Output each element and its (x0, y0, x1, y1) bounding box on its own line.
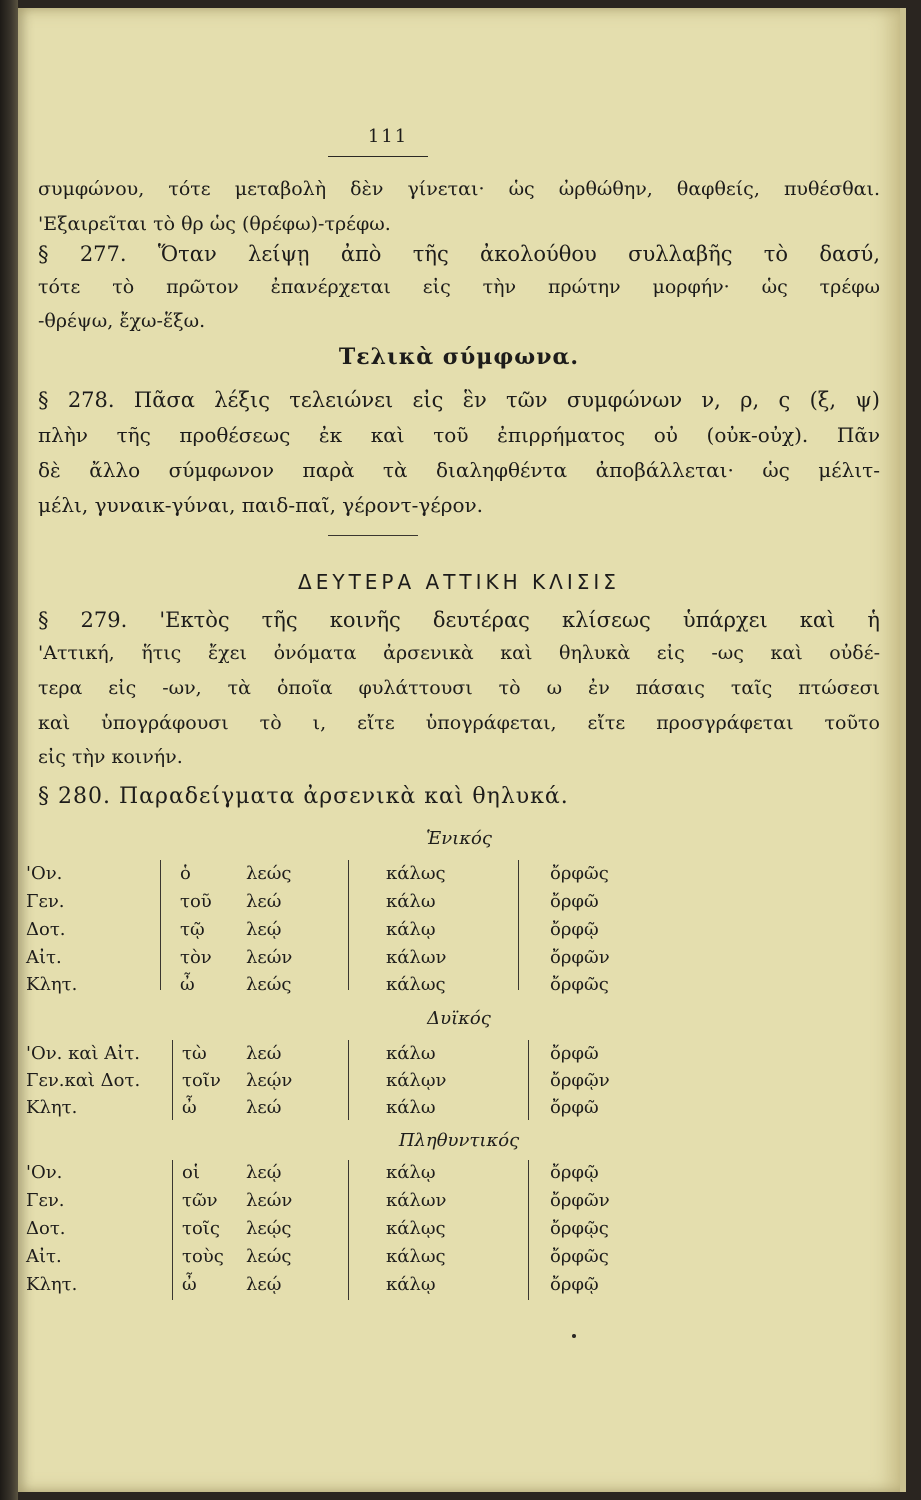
adjective-form: κάλως (386, 1246, 446, 1267)
section-279-line: εἰς τὴν κοινήν. (38, 746, 183, 768)
page-number: 111 (367, 126, 409, 147)
table-title-dual: Δυϊκός (427, 1008, 491, 1029)
case-label: 'Ον. καὶ Αἰτ. (26, 1043, 141, 1064)
adjective-form: κάλῳ (386, 1162, 436, 1183)
adjective-form-2: ὄρφῷ (550, 1274, 599, 1295)
case-label: Αἰτ. (26, 947, 62, 968)
case-label: Κλητ. (26, 1274, 78, 1295)
ink-speck (572, 1334, 576, 1338)
book-page (18, 8, 906, 1492)
adjective-form: κάλω (386, 891, 436, 912)
table-row (18, 863, 900, 891)
adjective-form-2: ὄρφῶν (550, 947, 610, 968)
article: τοῦ (180, 891, 212, 912)
adjective-form-2: ὄρφῶ (550, 891, 599, 912)
article: τῶν (182, 1190, 218, 1211)
adjective-form: κάλων (386, 1190, 447, 1211)
adjective-form: κάλω (386, 1043, 436, 1064)
noun-form: λεῴν (246, 1070, 293, 1091)
article: τὼ (182, 1043, 207, 1064)
adjective-form: κάλῳ (386, 1274, 436, 1295)
adjective-form-2: ὄρφῶς (550, 974, 609, 995)
noun-form: λεώς (246, 974, 292, 995)
text-line: 'Εξαιρεῖται τὸ θρ ὡς (θρέφω)-τρέφω. (38, 213, 391, 235)
article: ὦ (180, 974, 195, 995)
adjective-form-2: ὄρφῷν (550, 1070, 610, 1091)
table-row (18, 1190, 900, 1218)
noun-form: λεῴ (246, 1274, 282, 1295)
table-row (18, 891, 900, 919)
case-label: Γεν.καὶ Δοτ. (26, 1070, 141, 1091)
noun-form: λεώς (246, 1246, 292, 1267)
section-279-line: § 279. 'Εκτὸς τῆς κοινῆς δευτέρας κλίσεως ὑπάρχει καὶ ἡ (38, 608, 880, 632)
section-278-line: δὲ ἄλλο σύμφωνον παρὰ τὰ διαληφθέντα ἀποβάλλεται· ὡς μέλιτ- (38, 458, 880, 482)
heading-telika-symfona: Τελικὰ σύμφωνα. (338, 344, 580, 370)
table-row (18, 1218, 900, 1246)
case-label: Κλητ. (26, 974, 78, 995)
table-row (18, 1097, 900, 1125)
noun-form: λεώ (246, 891, 282, 912)
adjective-form: κάλῳν (386, 1070, 447, 1091)
article: τοὺς (182, 1246, 224, 1267)
noun-form: λεώς (246, 863, 292, 884)
book-spine (0, 0, 18, 1500)
adjective-form: κάλως (386, 863, 446, 884)
page-number-rule (328, 156, 428, 157)
table-row (18, 947, 900, 975)
article: ὦ (182, 1274, 197, 1295)
noun-form: λεώ (246, 1043, 282, 1064)
article: τῷ (180, 919, 205, 940)
adjective-form-2: ὄρφῶ (550, 1043, 599, 1064)
heading-attic-declension: ΔΕΥΤΕΡΑ ΑΤΤΙΚΗ ΚΛΙΣΙΣ (298, 570, 620, 594)
noun-form: λεών (246, 1190, 293, 1211)
adjective-form-2: ὄρφῶ (550, 1097, 599, 1118)
section-278-line: § 278. Πᾶσα λέξις τελειώνει εἰς ἓν τῶν συμφώνων ν, ρ, ς (ξ, ψ) (38, 388, 880, 412)
text-line: συμφώνου, τότε μεταβολὴ δὲν γίνεται· ὡς ὠρθώθην, θαφθείς, πυθέσθαι. (38, 178, 880, 200)
case-label: Δοτ. (26, 919, 66, 940)
adjective-form: κάλῳ (386, 919, 436, 940)
case-label: 'Ον. (26, 863, 63, 884)
table-row (18, 1043, 900, 1071)
noun-form: λεῴς (246, 1218, 292, 1239)
section-279-line: καὶ ὑπογράφουσι τὸ ι, εἴτε ὑπογράφεται, εἴτε προσγράφεται τοῦτο (38, 712, 880, 734)
section-279-line: 'Αττική, ἥτις ἔχει ὀνόματα ἀρσενικὰ καὶ θηλυκὰ εἰς -ως καὶ οὐδέ- (38, 642, 880, 664)
article: τοῖν (182, 1070, 221, 1091)
section-278-line: μέλι, γυναικ-γύναι, παιδ-παῖ, γέροντ-γέρον. (38, 493, 484, 517)
article: τοῖς (182, 1218, 220, 1239)
section-277-line: τότε τὸ πρῶτον ἐπανέρχεται εἰς τὴν πρώτην μορφήν· ὡς τρέφω (38, 276, 880, 298)
section-280-title: § 280. Παραδείγματα ἀρσενικὰ καὶ θηλυκά. (38, 784, 569, 809)
table-row (18, 1070, 900, 1098)
article: ὦ (182, 1097, 197, 1118)
table-title-singular: Ἑνικός (426, 828, 492, 849)
article: οἱ (182, 1162, 200, 1183)
adjective-form-2: ὄρφῷς (550, 1218, 609, 1239)
case-label: Αἰτ. (26, 1246, 62, 1267)
noun-form: λεῴ (246, 919, 282, 940)
adjective-form-2: ὄρφῷ (550, 1162, 599, 1183)
adjective-form: κάλων (386, 947, 447, 968)
case-label: Δοτ. (26, 1218, 66, 1239)
section-278-line: πλὴν τῆς προθέσεως ἐκ καὶ τοῦ ἐπιρρήματος οὐ (οὐκ-οὐχ). Πᾶν (38, 423, 880, 447)
case-label: 'Ον. (26, 1162, 63, 1183)
table-row (18, 1246, 900, 1274)
adjective-form: κάλως (386, 974, 446, 995)
adjective-form-2: ὄρφῷ (550, 919, 599, 940)
article: τὸν (180, 947, 212, 968)
table-title-plural: Πληθυντικός (398, 1130, 520, 1151)
noun-form: λεῴ (246, 1162, 282, 1183)
adjective-form: κάλω (386, 1097, 436, 1118)
table-row (18, 974, 900, 1002)
table-row (18, 919, 900, 947)
noun-form: λεώ (246, 1097, 282, 1118)
case-label: Κλητ. (26, 1097, 78, 1118)
table-row (18, 1162, 900, 1190)
section-277-line: -θρέψω, ἔχω-ἕξω. (38, 310, 206, 332)
adjective-form-2: ὄρφῶς (550, 863, 609, 884)
separator-rule (328, 535, 418, 536)
adjective-form-2: ὄρφῶν (550, 1190, 610, 1211)
section-279-line: τερα εἰς -ων, τὰ ὁποῖα φυλάττουσι τὸ ω ἐν πάσαις ταῖς πτώσεσι (38, 677, 880, 699)
adjective-form-2: ὄρφῶς (550, 1246, 609, 1267)
article: ὁ (180, 863, 191, 884)
case-label: Γεν. (26, 1190, 65, 1211)
section-277-line: § 277. Ὅταν λείψῃ ἀπὸ τῆς ἀκολούθου συλλαβῆς τὸ δασύ, (38, 242, 880, 266)
adjective-form: κάλῳς (386, 1218, 446, 1239)
table-row (18, 1274, 900, 1302)
noun-form: λεών (246, 947, 293, 968)
case-label: Γεν. (26, 891, 65, 912)
